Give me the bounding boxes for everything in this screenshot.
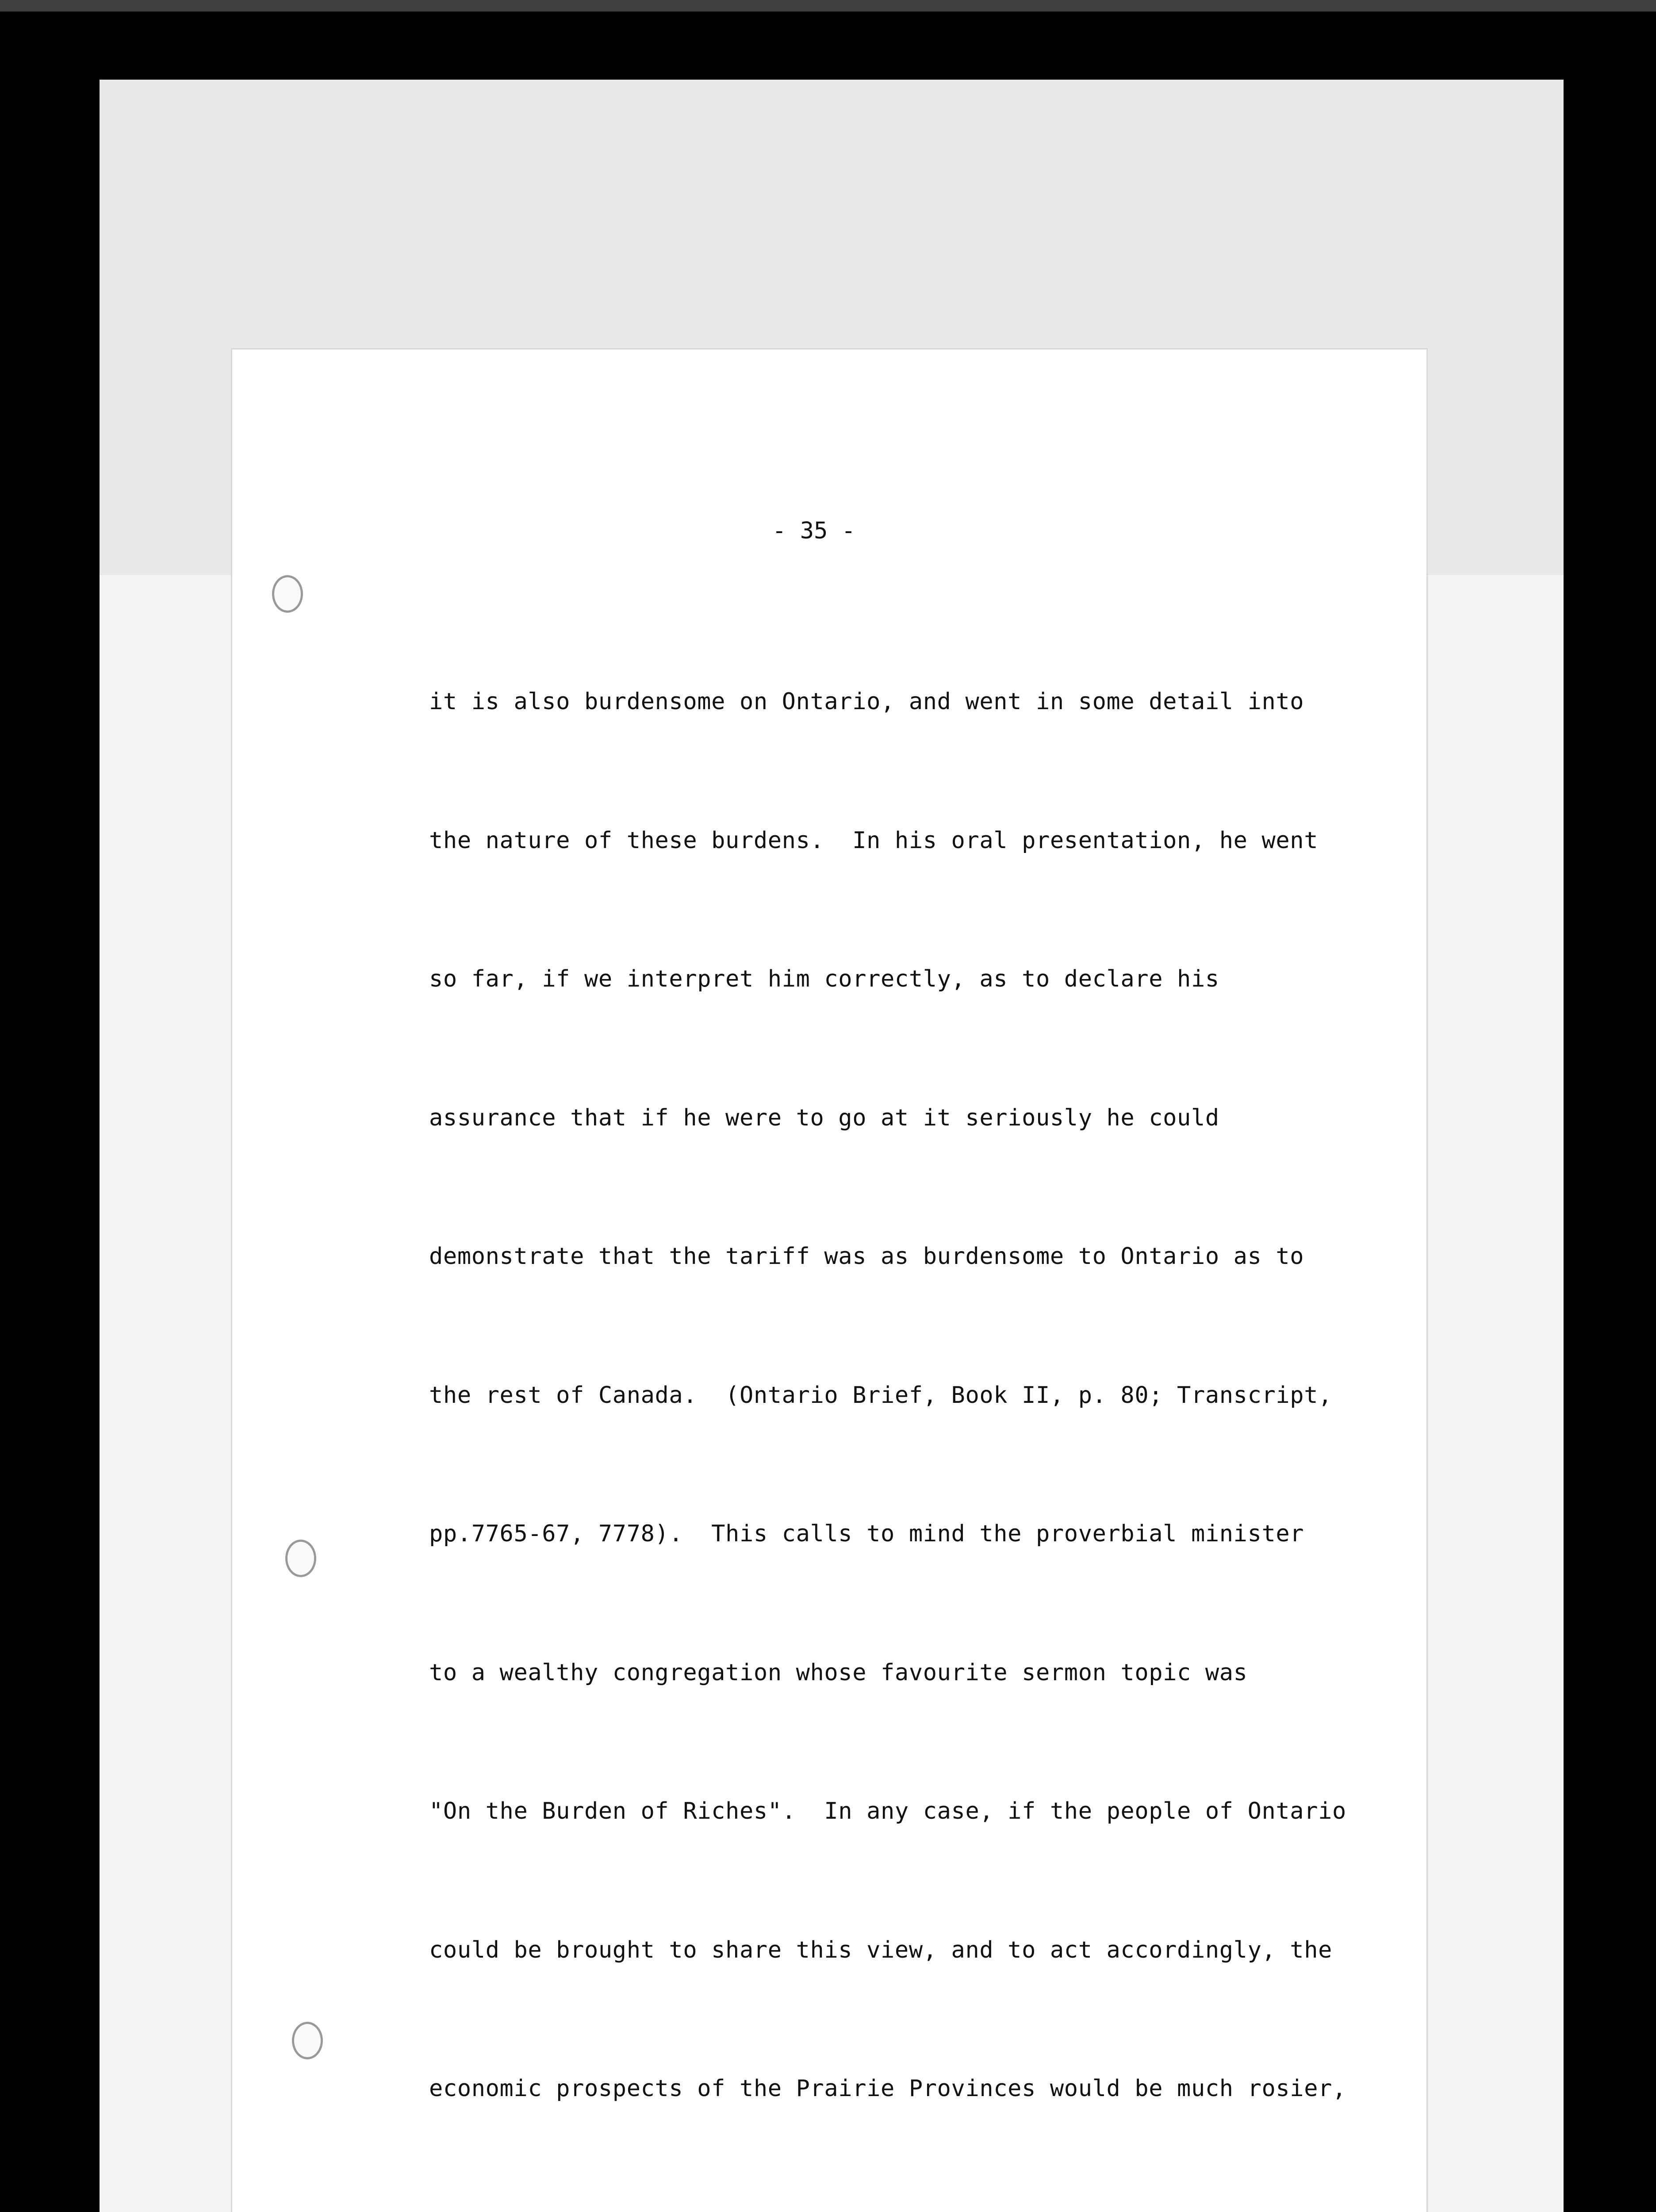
binder-hole-icon <box>285 1540 316 1577</box>
text-line: it is also burdensome on Ontario, and went in some detail into <box>429 688 1304 715</box>
binder-hole-icon <box>292 2022 323 2059</box>
text-line: the nature of these burdens. In his oral presentation, he went <box>429 827 1319 854</box>
text-line: could be brought to share this view, and to act accordingly, the <box>429 1936 1333 1963</box>
film-edge <box>0 0 1656 12</box>
text-line: "On the Burden of Riches". In any case, if the people of Ontario <box>429 1798 1346 1824</box>
text-line: demonstrate that the tariff was as burdensome to Ontario as to <box>429 1243 1304 1270</box>
text-line: the rest of Canada. (Ontario Brief, Book II, p. 80; Transcript, <box>429 1382 1333 1409</box>
text-line <box>429 2204 1358 2212</box>
text-line: so far, if we interpret him correctly, as to declare his <box>429 966 1219 992</box>
text-line: pp.7765-67, 7778). This calls to mind the proverbial minister <box>429 1521 1304 1547</box>
body-text <box>429 586 1358 2212</box>
text-line: to a wealthy congregation whose favourite sermon topic was <box>429 1659 1248 1686</box>
text-line: assurance that if he were to go at it seriously he could <box>429 1104 1219 1131</box>
text-line: economic prospects of the Prairie Provinces would be much rosier, <box>429 2075 1346 2102</box>
binder-hole-icon <box>272 575 303 613</box>
page-number: - 35 - <box>772 518 855 544</box>
